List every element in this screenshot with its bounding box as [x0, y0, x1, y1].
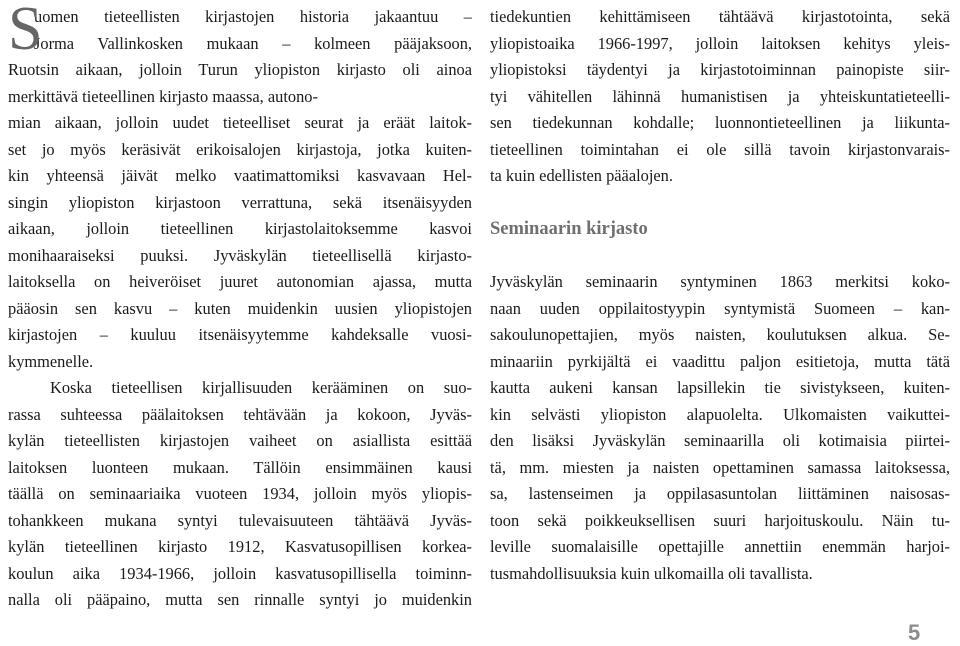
text-line: kirjastojen – kuuluu itsenäisyytemme kahdeksalle vuosi- — [8, 325, 472, 344]
text-line: tiedekuntien kehittämiseen tähtäävä kirjastotointa, sekä — [490, 7, 950, 26]
text-line: monihaaraiseksi puuksi. Jyväskylän tieteellisellä kirjasto- — [8, 245, 472, 265]
text-line: tieteellinen toimintahan ei ole sillä tavoin kirjastonvarais- — [490, 139, 950, 159]
text-line: laitoksen luonteen mukaan. Tällöin ensimmäinen kausi — [8, 457, 472, 477]
text-line: sen tiedekunnan kohdalle; luonnontieteellinen ja liikunta- — [490, 113, 950, 132]
text-line: kautta aukeni kansan lapsillekin tie sivistykseen, kuiten- — [490, 378, 950, 397]
text-line: Jorma Vallinkosken mukaan – kolmeen pääjaksoon, — [34, 33, 472, 53]
text-line: kin yhteensä jäivät melko vaatimattomiksi kasvavaan Hel- — [8, 166, 472, 185]
text-line: yliopistoaika 1966-1997, jolloin laitoksen kehitys yleis- — [490, 33, 950, 53]
text-line: täällä on seminaariaika vuoteen 1934, jolloin myös yliopis- — [8, 484, 472, 503]
text-line: kin selvästi yliopiston alapuolelta. Ulkomaisten vaikuttei- — [490, 404, 950, 424]
text-line: aikaan, jolloin tieteellinen kirjastolaitoksemme kasvoi — [8, 219, 472, 238]
text-line: sakoulunopettajien, myös naisten, koulutuksen alkua. Se- — [490, 325, 950, 344]
text-line: den lisäksi Jyväskylän seminaarilla oli kotimaisia piirtei- — [490, 431, 950, 450]
section-heading: Seminaarin kirjasto — [490, 219, 648, 239]
text-line: sa, lastenseimen ja oppilasasuntolan liittäminen naisosas- — [490, 484, 950, 503]
text-line: tyi vähitellen lähinnä humanistisen ja yhteiskuntatieteelli- — [490, 86, 950, 106]
text-line: leville suomalaisille opettajille annettiin enemmän harjoi- — [490, 537, 950, 556]
text-line: laitoksella on heiveröiset juuret autonomian ajassa, mutta — [8, 272, 472, 291]
text-line: kylän tieteellinen kirjasto 1912, Kasvatusopillisen korkea- — [8, 537, 472, 556]
text-line: set jo myös keräsivät erikoisalojen kirjastoja, jotka kuiten- — [8, 139, 472, 159]
paragraph-1 — [8, 4, 472, 375]
text-line: minaariin pyrkijältä ei vaadittu paljon esitietoja, mutta tätä — [490, 351, 950, 371]
section-spacer — [490, 190, 950, 217]
text-line: pääosin sen kasvu – kuten muidenkin uusien yliopistojen — [8, 298, 472, 318]
left-column — [8, 0, 472, 614]
text-line: koulun aika 1934-1966, jolloin kasvatusopillisella toiminn- — [8, 563, 472, 583]
text-line: uomen tieteellisten kirjastojen historia jakaantuu – — [34, 7, 472, 26]
text-line: kymmenelle. — [8, 351, 94, 371]
text-line: kylän tieteellisten kirjastojen vaiheet on asiallista esittää — [8, 431, 472, 450]
text-line: merkittävä tieteellinen kirjasto maassa, autono- — [8, 86, 318, 106]
text-line: toon sekä poikkeuksellisen suuri harjoituskoulu. Näin tu- — [490, 510, 950, 530]
text-line: Ruotsin aikaan, jolloin Turun yliopiston kirjasto oli ainoa — [8, 60, 472, 79]
text-line: ta kuin edellisten pääalojen. — [490, 166, 673, 185]
section-spacer — [490, 243, 950, 270]
paragraph-continuation — [490, 4, 950, 190]
right-column — [490, 4, 950, 587]
paragraph-2 — [8, 375, 472, 614]
text-line: rassa suhteessa päälaitoksen tehtävään ja kokoon, Jyväs- — [8, 404, 472, 424]
section-paragraph — [490, 269, 950, 587]
text-line: Koska tieteellisen kirjallisuuden kerääminen on suo- — [50, 378, 472, 397]
text-line: nalla oli pääpaino, mutta sen rinnalle syntyi jo muidenkin — [8, 590, 472, 609]
text-line: tusmahdollisuuksia kuin ulkomailla oli tavallista. — [490, 563, 813, 583]
text-line: naan uuden oppilaitostyypin syntymistä Suomeen – kan- — [490, 298, 950, 318]
text-line: tohankkeen mukana syntyi tulevaisuuteen tähtäävä Jyväs- — [8, 510, 472, 530]
text-line: yliopistoksi täydentyi ja kirjastotoiminnan painopiste siir- — [490, 60, 950, 79]
text-line: mian aikaan, jolloin uudet tieteelliset seurat ja eräät laitok- — [8, 113, 472, 132]
text-line: Jyväskylän seminaarin syntyminen 1863 merkitsi koko- — [490, 272, 950, 291]
text-line: tä, mm. miesten ja naisten opettaminen samassa laitoksessa, — [490, 457, 950, 477]
drop-cap: S — [8, 0, 43, 63]
text-line: singin yliopiston kirjastoon verrattuna, sekä itsenäisyyden — [8, 192, 472, 212]
page-number: 5 — [908, 620, 921, 645]
